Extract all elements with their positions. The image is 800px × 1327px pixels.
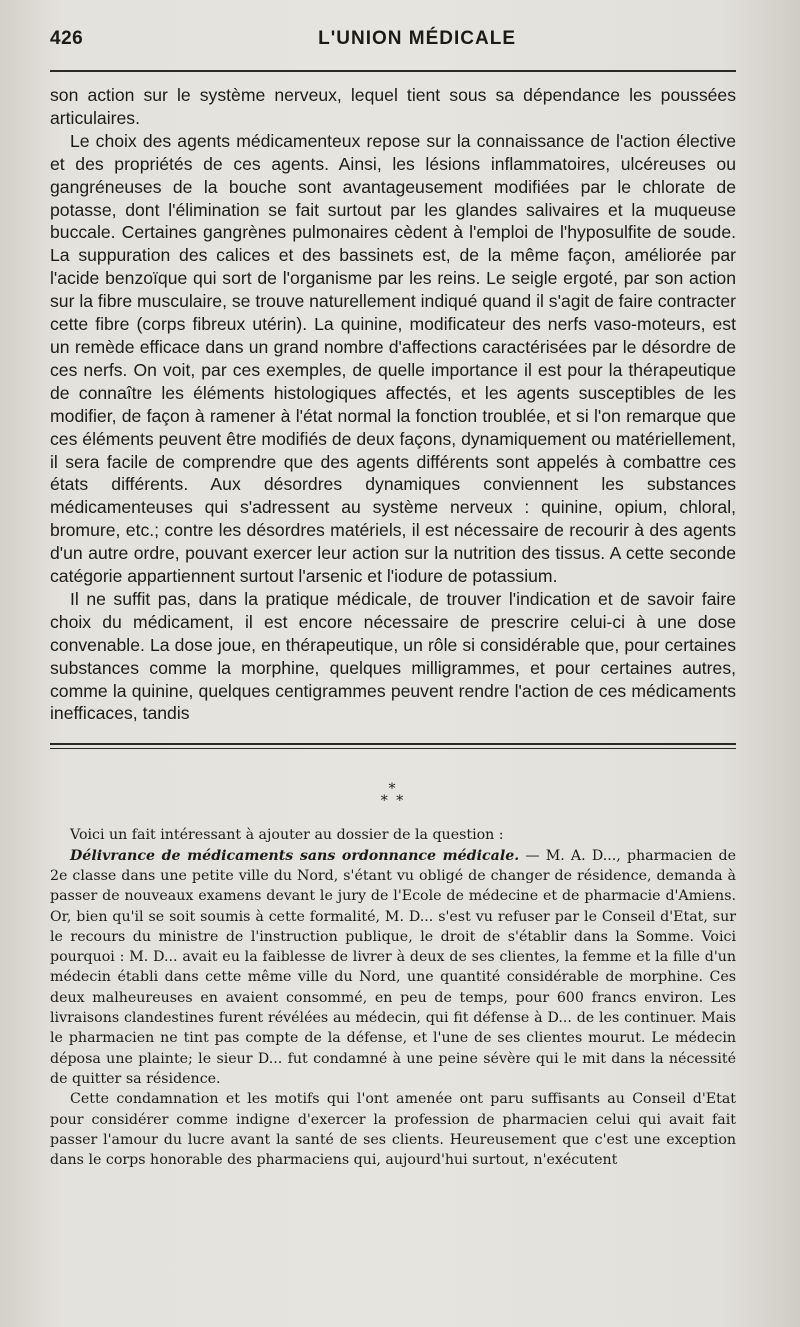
news-section — [50, 825, 736, 1170]
separator-rule-thin — [50, 748, 736, 749]
news-intro: Voici un fait intéressant à ajouter au dossier de la question : — [70, 827, 504, 844]
paragraph-agents: Le choix des agents médicamenteux repose sur la connaissance de l'action élective et des propriétés de ces agents. Ainsi, les lésions inflammatoires, ulcéreuses ou gangréneuses de la bouche sont avantageusement modifiées par le chlorate de potasse, dont l'élimination se fait surtout par les glandes salivaires et la muqueuse buccale. Certaines gangrènes pulmonaires cèdent à l'emploi de l'hyposulfite de soude. La suppuration des calices et des bassinets est, de la même façon, améliorée par l'acide benzoïque qui sort de l'organisme par les reins. Le seigle ergoté, par son action sur la fibre musculaire, se trouve naturellement indiqué quand il s'agit de faire contracter cette fibre (corps fibreux utérin). La quinine, modificateur des nerfs vaso-moteurs, est un remède efficace dans un grand nombre d'affections caractérisées par le désordre de ces nerfs. On voit, par ces exemples, de quelle importance il est pour la thérapeutique de connaître les éléments histologiques affectés, et les agents susceptibles de les modifier, de façon à ramener à l'état normal la fonction troublée, et si l'on remarque que ces éléments peuvent être modifiés de deux façons, dynamiquement ou matériellement, il sera facile de comprendre que des agents différents sont appelés à combattre ces états différents. Aux désordres dynamiques conviennent les substances médicamenteuses qui s'adressent au système nerveux : quinine, opium, chloral, bromure, etc.; contre les désordres matériels, il est nécessaire de recourir à des agents d'un autre ordre, pouvant exercer leur action sur la nutrition des tissus. A cette seconde catégorie appartiennent surtout l'arsenic et l'iodure de potassium. — [50, 130, 736, 587]
page-header — [50, 28, 736, 68]
page-number: 426 — [50, 28, 84, 49]
header-rule — [50, 70, 736, 72]
case-body: — M. A. D..., pharmacien de 2e classe dans une petite ville du Nord, s'étant vu obligé de changer de résidence, demanda à passer de nouveaux examens devant le jury de l'Ecole de médecine et de pharmacie d'Amiens. Or, bien qu'il se soit soumis à cette formalité, M. D... s'est vu refuser par le Conseil d'Etat, sur le recours du ministre de l'instruction publique, le droit de s'établir dans la Somme. Voici pourquoi : M. D... avait eu la faiblesse de livrer à deux de ses clientes, la femme et la fille d'un médecin établi dans cette même ville du Nord, une quantité considérable de morphine. Ces deux malheureuses en avaient consommé, en peu de temps, pour 600 francs environ. Les livraisons clandestines furent révélées au médecin, qui fit défense à D... de les continuer. Mais le pharmacien ne tint pas compte de la défense, et l'une de ses clientes mourut. Le médecin déposa une plainte; le sieur D... fut condamné à une peine sévère qui le mit dans la nécessité de quitter sa résidence. — [50, 847, 736, 1087]
case-title: Délivrance de médicaments sans ordonnance médicale. — [70, 847, 520, 864]
paragraph-continuation: son action sur le système nerveux, lequel tient sous sa dépendance les poussées articulaires. — [50, 85, 736, 128]
running-title: L'UNION MÉDICALE — [318, 28, 516, 49]
section-separator — [50, 743, 736, 749]
main-article-text — [50, 84, 736, 725]
asterism — [50, 781, 736, 810]
news-conclusion-paragraph: Cette condamnation et les motifs qui l'ont amenée ont paru suffisants au Conseil d'Etat pour considérer comme indigne d'exercer la profession de pharmacien celui qui avait fait passer l'amour du lucre avant la santé de ses clients. Heureusement que c'est une exception dans le corps honorable des pharmaciens qui, aujourd'hui surtout, n'exécutent — [50, 1091, 736, 1169]
paragraph-dose: Il ne suffit pas, dans la pratique médicale, de trouver l'indication et de savoir faire choix du médicament, il est encore nécessaire de prescrire celui-ci à une dose convenable. La dose joue, en thérapeutique, un rôle si considérable que, pour certaines substances comme la morphine, quelques milligrammes, et pour certaines autres, comme la quinine, quelques centigrammes peuvent rendre l'action de ces médicaments inefficaces, tandis — [50, 588, 736, 724]
news-case-paragraph — [50, 846, 736, 1090]
asterism-glyphs: * * * — [380, 781, 406, 810]
separator-rule-thick — [50, 743, 736, 745]
